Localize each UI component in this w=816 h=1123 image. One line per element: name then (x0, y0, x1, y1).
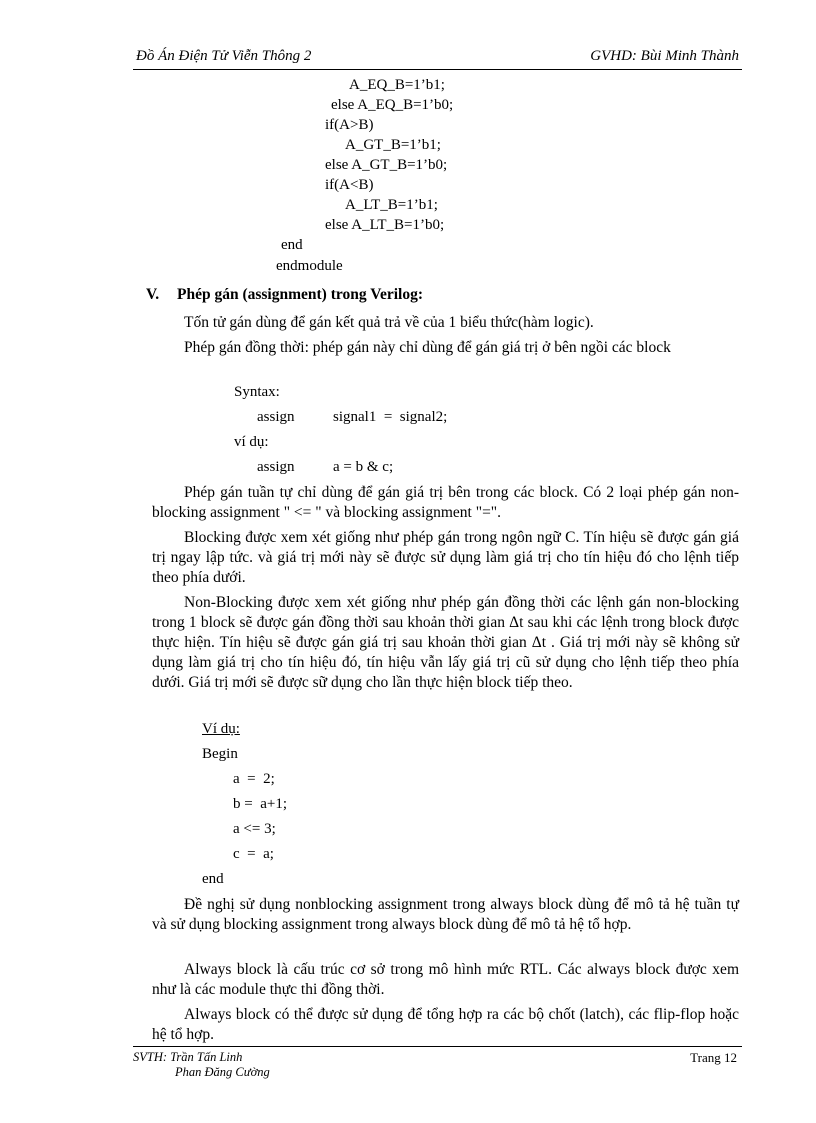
code-line: A_GT_B=1’b1; (345, 137, 441, 153)
paragraph: Always block là cấu trúc cơ sở trong mô hình mức RTL. Các always block được xem như là các module thực thi đồng thời. (152, 961, 739, 998)
example-begin: Begin (202, 746, 238, 762)
example-label: ví dụ: (234, 434, 269, 450)
example-line: c = a; (233, 846, 274, 862)
paragraph: Blocking được xem xét giống như phép gán trong ngôn ngữ C. Tín hiệu sẽ được gán giá trị ngay lập tức. và giá trị mới này sẽ được sử dụng làm giá trị cho tín hiệu đó cho lệnh tiếp theo phía dưới. (152, 529, 739, 586)
code-line: if(A>B) (325, 117, 374, 133)
code-line: A_LT_B=1’b1; (345, 197, 438, 213)
code-line: A_EQ_B=1’b1; (349, 77, 445, 93)
paragraph: Phép gán đồng thời: phép gán này chỉ dùng để gán giá trị ở bên ngồi các block (184, 339, 671, 356)
example-keyword: assign (257, 459, 295, 475)
example-line: a <= 3; (233, 821, 276, 837)
syntax-keyword: assign (257, 409, 295, 425)
header-title: Đồ Án Điện Tử Viễn Thông 2 (136, 48, 312, 64)
example-end: end (202, 871, 224, 887)
syntax-expression: signal1 = signal2; (333, 409, 448, 425)
example-heading: Ví dụ: (202, 721, 240, 737)
paragraph: Phép gán tuần tự chỉ dùng để gán giá trị bên trong các block. Có 2 loại phép gán non-blocking assignment " <= " và blocking assignment "=". (152, 484, 739, 521)
footer-author-1: SVTH: Trần Tấn Linh (133, 1050, 243, 1064)
example-line: a = 2; (233, 771, 275, 787)
code-line: else A_LT_B=1’b0; (325, 217, 445, 233)
footer-author-2: Phan Đăng Cường (175, 1065, 270, 1079)
header-instructor: GVHD: Bùi Minh Thành (590, 48, 739, 64)
footer-rule (133, 1046, 742, 1047)
paragraph: Tốn tử gán dùng để gán kết quả trả về của 1 biểu thức(hàm logic). (184, 314, 594, 331)
paragraph: Đề nghị sử dụng nonblocking assignment trong always block dùng để mô tả hệ tuần tự và sử dụng blocking assignment trong always block dùng để mô tả hệ tổ hợp. (152, 896, 739, 933)
code-line: else A_GT_B=1’b0; (325, 157, 448, 173)
section-number: V. (146, 286, 160, 303)
section-title: Phép gán (assignment) trong Verilog: (177, 286, 424, 303)
page-number: Trang 12 (690, 1050, 737, 1065)
code-line: if(A<B) (325, 177, 374, 193)
code-line: else A_EQ_B=1’b0; (331, 97, 454, 113)
paragraph: Non-Blocking được xem xét giống như phép gán đồng thời các lệnh gán non-blocking trong 1 block sẽ được gán đồng thời sau khoản thời gian Δt sau khi các lệnh trong block được thực hiện. Tín hiệu sẽ được gán giá trị sau khoản thời gian Δt . Giá trị mới này sẽ không sử dụng làm giá trị cho tín hiệu đó, tín hiệu vẫn lấy giá trị cũ sử dụng cho lệnh tiếp theo phía dưới. Giá trị mới sẽ được sữ dụng cho lần thực hiện block tiếp theo. (152, 594, 739, 691)
code-line: endmodule (276, 258, 343, 274)
example-expression: a = b & c; (333, 459, 394, 475)
code-line: end (281, 237, 303, 253)
syntax-label: Syntax: (234, 384, 280, 400)
header-rule (133, 69, 742, 70)
example-line: b = a+1; (233, 796, 287, 812)
paragraph: Always block có thể được sử dụng để tổng hợp ra các bộ chốt (latch), các flip-flop hoặc hệ tổ hợp. (152, 1006, 739, 1043)
